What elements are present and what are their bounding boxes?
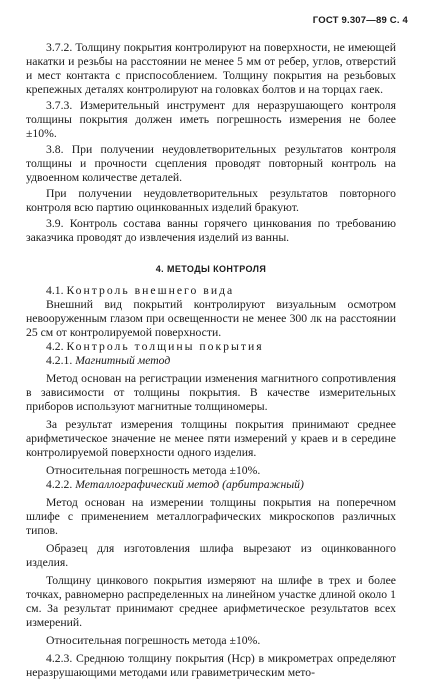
paragraph-4-2-2-a: Метод основан на измерении толщины покрытия на поперечном шлифе с применением металлографических микроскопов различных типов.	[26, 496, 396, 537]
heading-4-2-2-number: 4.2.2.	[46, 478, 73, 491]
section-title: 4. МЕТОДЫ КОНТРОЛЯ	[155, 264, 267, 274]
paragraph-3-8-repeat: При получении неудовлетворительных результатов повторного контроля всю партию оцинкованных изделий бракуют.	[26, 187, 396, 214]
page-header: ГОСТ 9.307—89 С. 4	[312, 15, 408, 26]
heading-4-2-2-title: Металлографический метод (арбитражный)	[75, 478, 304, 491]
heading-4-2-1	[26, 354, 396, 368]
paragraph-3-8: 3.8. При получении неудовлетворительных результатов контроля толщины и прочности сцепления проводят повторный контроль на удвоенном количестве деталей.	[26, 143, 396, 184]
heading-4-2-1-number: 4.2.1.	[46, 354, 73, 367]
document-body	[26, 41, 396, 680]
heading-4-2-title: Контроль толщины покрытия	[66, 340, 264, 353]
paragraph-3-9: 3.9. Контроль состава ванны горячего цинкования по требованию заказчика проводят до извлечения изделий из ванны.	[26, 217, 396, 244]
paragraph-4-2-1-a: Метод основан на регистрации изменения магнитного сопротивления в зависимости от толщины покрытия. В качестве измерительных приборов используют магнитные толщиномеры.	[26, 372, 396, 413]
heading-4-1-number: 4.1.	[46, 284, 64, 297]
paragraph-3-7-2: 3.7.2. Толщину покрытия контролируют на поверхности, не имеющей накатки и резьбы на расстоянии не менее 5 мм от ребер, углов, отверстий и мест контакта с приспособлением. Толщину покрытия на резьбовых крепежных деталях контролируют на головках болтов и на торцах гаек.	[26, 41, 396, 96]
heading-4-1	[26, 284, 396, 298]
paragraph-3-7-3: 3.7.3. Измерительный инструмент для неразрушающего контроля толщины покрытия должен иметь погрешность измерения не более ±10%.	[26, 99, 396, 140]
paragraph-4-1: Внешний вид покрытий контролируют визуальным осмотром невооруженным глазом при освещенности не менее 300 лк на расстоянии 25 см от контролируемой поверхности.	[26, 298, 396, 339]
heading-4-2-2	[26, 478, 396, 492]
heading-4-1-title: Контроль внешнего вида	[66, 284, 235, 297]
paragraph-4-2-1-c: Относительная погрешность метода ±10%.	[46, 464, 261, 477]
paragraph-4-2-2-c: Толщину цинкового покрытия измеряют на шлифе в трех и более точках, равномерно распределенных на линейном участке длиной около 1 см. За результат принимают среднее арифметическое результатов всех измерений.	[26, 574, 396, 629]
paragraph-4-2-2-d: Относительная погрешность метода ±10%.	[46, 634, 261, 647]
paragraph-4-2-3: 4.2.3. Среднюю толщину покрытия (Hср) в микрометрах определяют неразрушающими методами или гравиметрическим мето-	[26, 652, 396, 679]
heading-4-2	[26, 340, 396, 354]
paragraph-4-2-2-b: Образец для изготовления шлифа вырезают из оцинкованного изделия.	[26, 542, 396, 569]
paragraph-4-2-1-b: За результат измерения толщины покрытия принимают среднее арифметическое значение не менее пяти измерений у краев и в середине контролируемой поверхности одного изделия.	[26, 418, 396, 459]
heading-4-2-1-title: Магнитный метод	[75, 354, 171, 367]
heading-4-2-number: 4.2.	[46, 340, 64, 353]
